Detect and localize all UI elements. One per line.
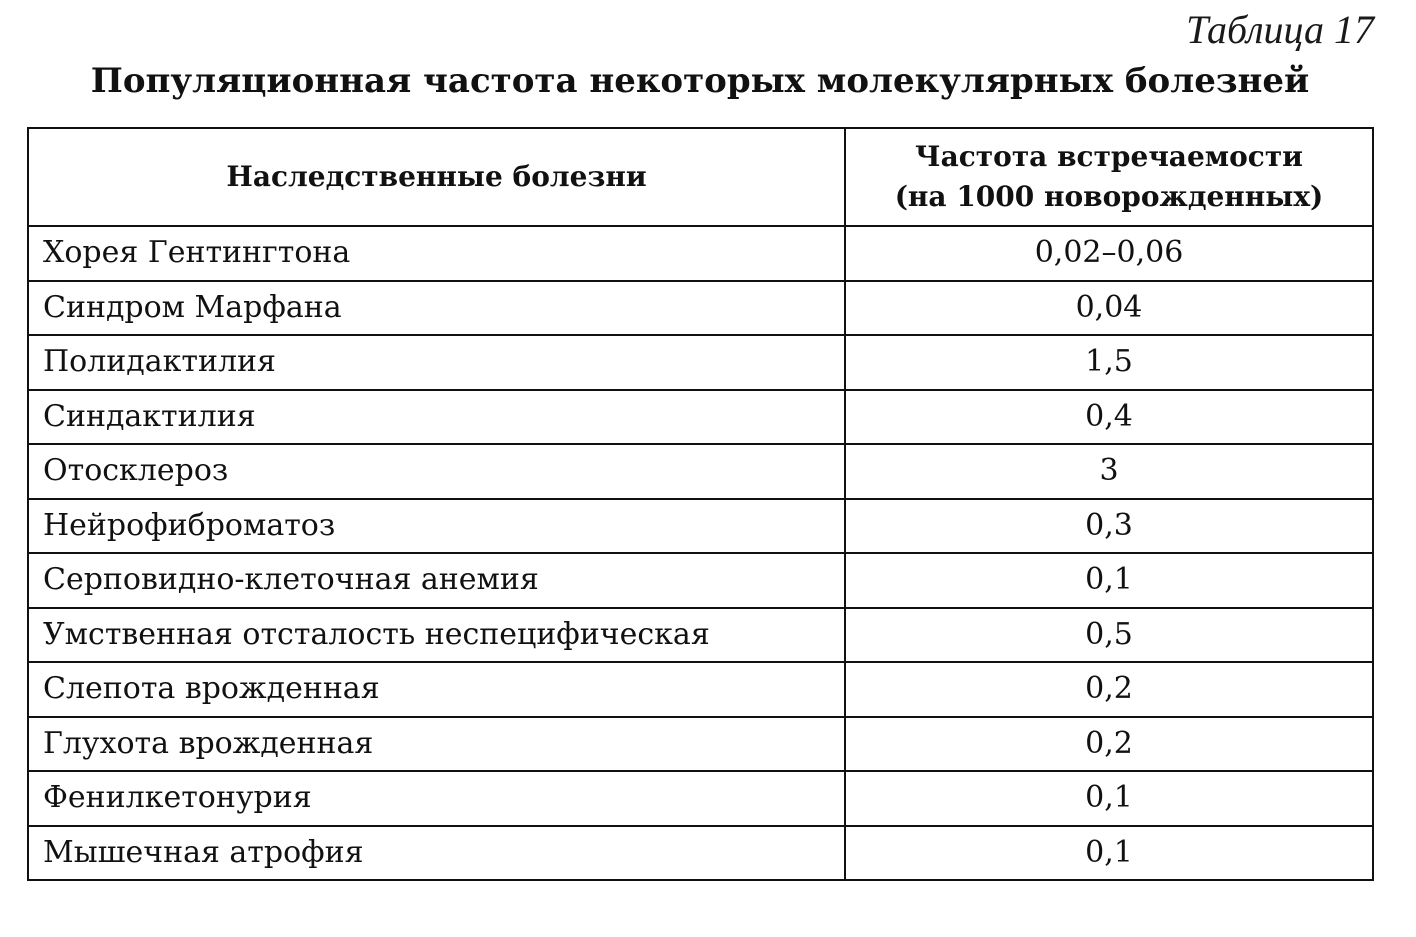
disease-name: Полидактилия: [28, 335, 845, 390]
disease-name: Фенилкетонурия: [28, 771, 845, 826]
table-row: [28, 444, 1373, 499]
table-row: [28, 662, 1373, 717]
table-row: [28, 281, 1373, 336]
table-row: [28, 771, 1373, 826]
disease-name: Синдром Марфана: [28, 281, 845, 336]
table-row: [28, 717, 1373, 772]
table-header-row: [28, 128, 1373, 226]
disease-name: Слепота врожденная: [28, 662, 845, 717]
frequency-value: 1,5: [845, 335, 1373, 390]
table-row: [28, 608, 1373, 663]
frequency-value: 0,4: [845, 390, 1373, 445]
table-title: Популяционная частота некоторых молекулярных болезней: [90, 61, 1310, 101]
disease-name: Синдактилия: [28, 390, 845, 445]
header-frequency: [845, 128, 1373, 226]
disease-frequency-table: [27, 127, 1374, 881]
header-disease: [28, 128, 845, 226]
disease-name: Умственная отсталость неспецифическая: [28, 608, 845, 663]
table-row: [28, 553, 1373, 608]
header-disease-label: Наследственные болезни: [226, 160, 647, 193]
frequency-value: 3: [845, 444, 1373, 499]
table-number-label: Таблица 17: [1186, 7, 1374, 52]
frequency-value: 0,5: [845, 608, 1373, 663]
frequency-value: 0,04: [845, 281, 1373, 336]
table-row: [28, 499, 1373, 554]
table-row: [28, 335, 1373, 390]
disease-name: Мышечная атрофия: [28, 826, 845, 881]
frequency-value: 0,2: [845, 717, 1373, 772]
disease-name: Глухота врожденная: [28, 717, 845, 772]
frequency-value: 0,02–0,06: [845, 226, 1373, 281]
frequency-value: 0,1: [845, 826, 1373, 881]
disease-name: Хорея Гентингтона: [28, 226, 845, 281]
table-row: [28, 826, 1373, 881]
header-frequency-line2: (на 1000 новорожденных): [894, 180, 1324, 213]
frequency-value: 0,2: [845, 662, 1373, 717]
frequency-value: 0,3: [845, 499, 1373, 554]
frequency-value: 0,1: [845, 771, 1373, 826]
table-row: [28, 226, 1373, 281]
disease-name: Серповидно-клеточная анемия: [28, 553, 845, 608]
disease-name: Нейрофиброматоз: [28, 499, 845, 554]
header-frequency-line1: Частота встречаемости: [915, 140, 1303, 173]
frequency-value: 0,1: [845, 553, 1373, 608]
disease-name: Отосклероз: [28, 444, 845, 499]
table-row: [28, 390, 1373, 445]
